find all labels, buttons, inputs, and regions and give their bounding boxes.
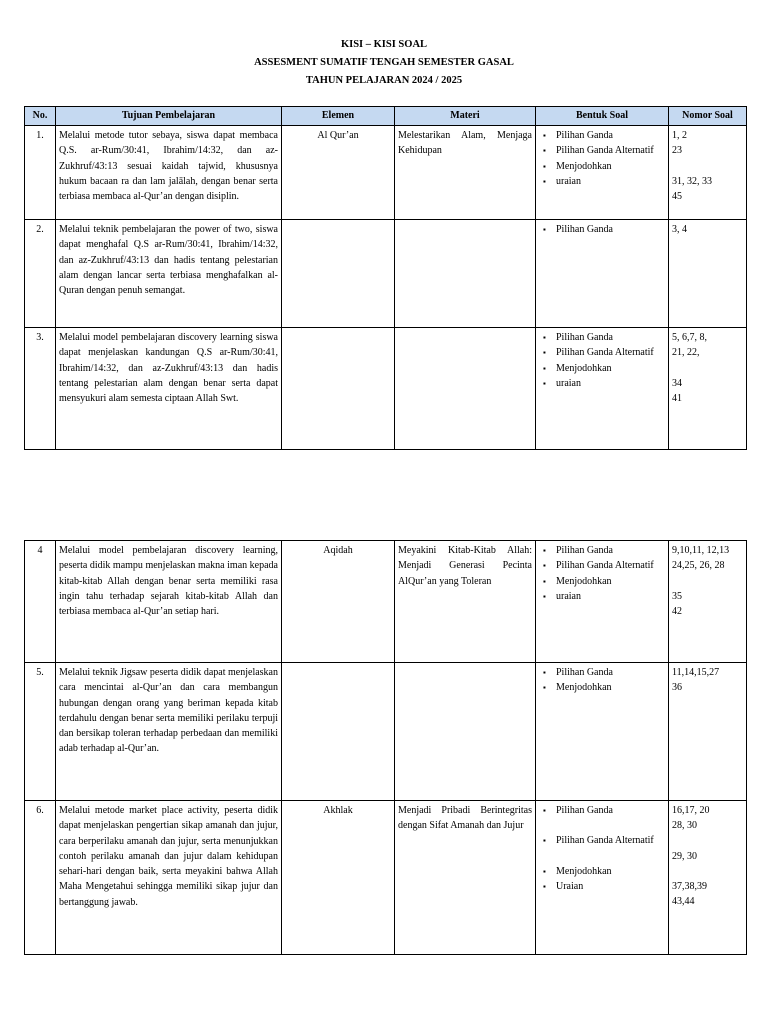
bentuk-soal-item: ▪ uraian (539, 376, 665, 391)
elemen-cell: Akhlak (282, 801, 395, 955)
row-number: 4 (25, 541, 56, 663)
bentuk-soal-item: ▪ Pilihan Ganda (539, 222, 665, 237)
nomor-soal-value (672, 834, 743, 849)
tujuan-pembelajaran-cell: Melalui model pembelajaran discovery learning, peserta didik mampu menjelaskan makna iman kepada kitab-kitab Allah dengan benar serta memiliki rasa ingin tahu terhadap sejarah kitab-kitab Allah dan terbiasa membaca al-Qur’an setiap hari. (56, 541, 282, 663)
nomor-soal-value: 3, 4 (672, 224, 687, 235)
bentuk-soal-item: ▪ Pilihan Ganda (539, 543, 665, 558)
materi-cell (395, 220, 536, 328)
nomor-soal-value: 35 (672, 590, 682, 602)
table-row (25, 220, 747, 328)
doc-subtitle: ASSESMENT SUMATIF TENGAH SEMESTER GASAL (254, 57, 514, 68)
kisi-table-page-top (24, 106, 747, 450)
nomor-soal-value: 9,10,11, 12,13 (672, 545, 730, 556)
elemen-cell: Aqidah (282, 541, 395, 663)
table-header-row (25, 107, 747, 126)
nomor-soal-value: 34 (672, 377, 682, 389)
bentuk-soal-item: ▪ Pilihan Ganda (539, 128, 665, 143)
nomor-soal-cell (669, 220, 747, 328)
row-number: 5. (25, 663, 56, 801)
bentuk-soal-list (539, 665, 665, 696)
nomor-soal-cell (669, 328, 747, 450)
tujuan-pembelajaran-cell: Melalui teknik pembelajaran the power of two, siswa dapat menghafal Q.S ar-Rum/30:41, Ibrahim/14:32, dan az-Zukhruf/43:13 dan hadis tentang pelestarian alam dengan lancar serta terbiasa menghafalkan al-Quran dengan penuh semangat. (56, 220, 282, 328)
nomor-soal-value: 28, 30 (672, 820, 697, 832)
table-row (25, 541, 747, 663)
row-number: 1. (25, 126, 56, 220)
materi-cell (395, 328, 536, 450)
nomor-soal-value: 5, 6,7, 8, (672, 332, 707, 343)
nomor-soal-value: 21, 22, (672, 347, 700, 359)
tujuan-pembelajaran-cell: Melalui metode market place activity, peserta didik dapat menjelaskan pengertian sikap amanah dan jujur, cara berperilaku amanah dan jujur, serta menunjukkan contoh perilaku amanah dan jujur dalam kehidupan sehari-hari dengan baik, serta meyakini bahwa Allah Maha Mengetahui sehingga memiliki sikap jujur dan bertanggung jawab. (56, 801, 282, 955)
elemen-cell: Al Qur’an (282, 126, 395, 220)
nomor-soal-value (672, 864, 743, 879)
bentuk-soal-cell (536, 328, 669, 450)
bentuk-soal-item: ▪ Pilihan Ganda Alternatif (539, 558, 665, 573)
bentuk-soal-cell (536, 541, 669, 663)
bentuk-soal-list (539, 128, 665, 189)
bentuk-soal-list (539, 543, 665, 604)
nomor-soal-value (672, 574, 743, 589)
nomor-soal-value: 37,38,39 (672, 880, 707, 892)
bentuk-soal-item: ▪ Pilihan Ganda (539, 665, 665, 680)
bentuk-soal-item: ▪ Menjodohkan (539, 361, 665, 376)
bentuk-soal-item: ▪ Menjodohkan (539, 680, 665, 695)
kisi-table-page-bottom (24, 540, 747, 955)
nomor-soal-value: 16,17, 20 (672, 805, 710, 816)
nomor-soal-value: 24,25, 26, 28 (672, 560, 725, 572)
nomor-soal-value: 36 (672, 682, 682, 694)
row-number: 3. (25, 328, 56, 450)
nomor-soal-value (672, 361, 743, 376)
table-row (25, 328, 747, 450)
header-elemen: Elemen (282, 107, 395, 126)
nomor-soal-value: 43,44 (672, 896, 695, 908)
tujuan-pembelajaran-cell: Melalui metode tutor sebaya, siswa dapat membaca Q.S. ar-Rum/30:41, Ibrahim/14:32, dan az-Zukhruf/43:13 sesuai kaidah tajwid, khususnya hukum bacaan ra dan lam jalālah, dengan benar serta terbiasa membaca al-Qur’an dengan disiplin. (56, 126, 282, 220)
row-number: 2. (25, 220, 56, 328)
table-row (25, 126, 747, 220)
bentuk-soal-cell (536, 220, 669, 328)
nomor-soal-cell (669, 541, 747, 663)
nomor-soal-value: 31, 32, 33 (672, 175, 712, 187)
materi-cell: Menjadi Pribadi Berintegritas dengan Sifat Amanah dan Jujur (395, 801, 536, 955)
bentuk-soal-item: ▪ Pilihan Ganda (539, 803, 665, 818)
bentuk-soal-item: ▪ Pilihan Ganda (539, 330, 665, 345)
nomor-soal-value: 1, 2 (672, 130, 687, 141)
bentuk-soal-item: ▪ Pilihan Ganda Alternatif (539, 833, 665, 848)
row-number: 6. (25, 801, 56, 955)
nomor-soal-value (672, 159, 743, 174)
bentuk-soal-cell (536, 801, 669, 955)
header-nomor-soal: Nomor Soal (669, 107, 747, 126)
header-materi: Materi (395, 107, 536, 126)
document-title-block (0, 36, 768, 90)
doc-title: KISI – KISI SOAL (340, 39, 428, 50)
nomor-soal-cell (669, 126, 747, 220)
bentuk-soal-list (539, 803, 665, 894)
elemen-cell (282, 663, 395, 801)
doc-year: TAHUN PELAJARAN 2024 / 2025 (305, 75, 463, 86)
elemen-cell (282, 328, 395, 450)
bentuk-soal-item: ▪ uraian (539, 174, 665, 189)
bentuk-soal-cell (536, 663, 669, 801)
nomor-soal-value: 11,14,15,27 (672, 667, 720, 678)
materi-cell: Meyakini Kitab-Kitab Allah: Menjadi Generasi Pecinta AlQur’an yang Toleran (395, 541, 536, 663)
bentuk-soal-item: ▪ Menjodohkan (539, 864, 665, 879)
elemen-cell (282, 220, 395, 328)
materi-cell (395, 663, 536, 801)
table-row (25, 801, 747, 955)
nomor-soal-value: 23 (672, 145, 682, 157)
tujuan-pembelajaran-cell: Melalui teknik Jigsaw peserta didik dapat menjelaskan cara mencintai al-Qur’an dan cara membangun hubungan dengan orang yang beriman kepada kitab terdahulu dengan benar serta memiliki perilaku terpuji dan bersikap toleran terhadap perbedaan dan memiliki adab terhadap al-Qur’an. (56, 663, 282, 801)
header-tujuan: Tujuan Pembelajaran (56, 107, 282, 126)
bentuk-soal-item: ▪ Menjodohkan (539, 574, 665, 589)
bentuk-soal-item: ▪ Pilihan Ganda Alternatif (539, 143, 665, 158)
bentuk-soal-cell (536, 126, 669, 220)
bentuk-soal-list (539, 330, 665, 391)
nomor-soal-value: 41 (672, 392, 682, 404)
nomor-soal-value: 45 (672, 190, 682, 202)
materi-cell: Melestarikan Alam, Menjaga Kehidupan (395, 126, 536, 220)
header-bentuk-soal: Bentuk Soal (536, 107, 669, 126)
table-row (25, 663, 747, 801)
tujuan-pembelajaran-cell: Melalui model pembelajaran discovery learning siswa dapat menjelaskan kandungan Q.S ar-Rum/30:41, Ibrahim/14:32, dan az-Zukhruf/43:13 dan hadis tentang pelestarian alam dengan benar serta dapat mensyukuri alam semesta ciptaan Allah Swt. (56, 328, 282, 450)
bentuk-soal-item: ▪ Uraian (539, 879, 665, 894)
nomor-soal-value: 42 (672, 605, 682, 617)
bentuk-soal-list (539, 222, 665, 237)
bentuk-soal-item: ▪ Menjodohkan (539, 159, 665, 174)
header-no: No. (25, 107, 56, 126)
bentuk-soal-item: ▪ Pilihan Ganda Alternatif (539, 345, 665, 360)
nomor-soal-value: 29, 30 (672, 850, 697, 862)
nomor-soal-cell (669, 663, 747, 801)
bentuk-soal-item: ▪ uraian (539, 589, 665, 604)
nomor-soal-cell (669, 801, 747, 955)
